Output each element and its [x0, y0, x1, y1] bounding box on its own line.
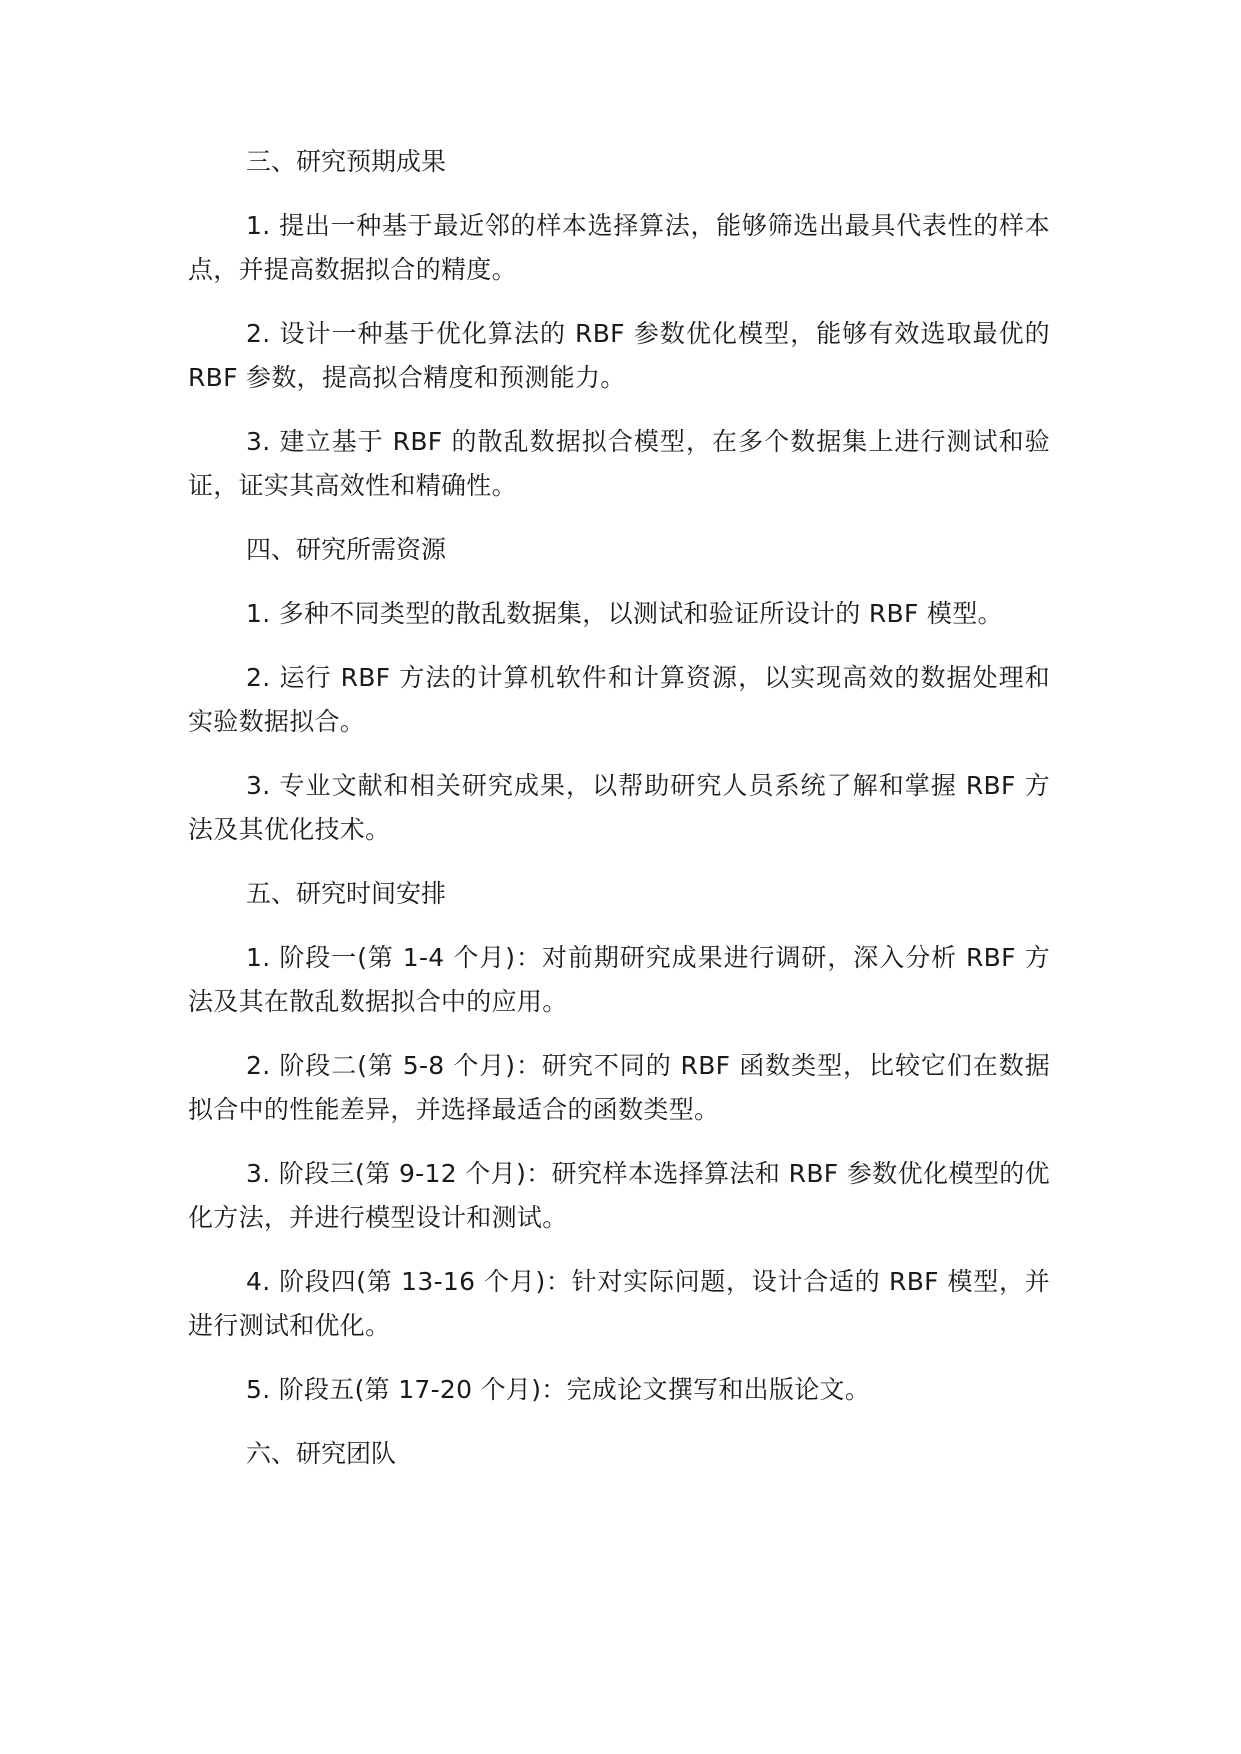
schedule-item-3: 3. 阶段三(第 9-12 个月)：研究样本选择算法和 RBF 参数优化模型的优化方法，并进行模型设计和测试。: [188, 1159, 1050, 1232]
outcome-item-2: 2. 设计一种基于优化算法的 RBF 参数优化模型，能够有效选取最优的 RBF 参数，提高拟合精度和预测能力。: [188, 319, 1050, 392]
section-heading-team: 六、研究团队: [246, 1439, 397, 1468]
document-page: [188, 140, 1050, 1476]
section-heading-resources: 四、研究所需资源: [246, 535, 447, 564]
outcome-item-3: 3. 建立基于 RBF 的散乱数据拟合模型，在多个数据集上进行测试和验证，证实其高效性和精确性。: [188, 427, 1050, 500]
resource-item-2: 2. 运行 RBF 方法的计算机软件和计算资源，以实现高效的数据处理和实验数据拟合。: [188, 663, 1050, 736]
section-heading-outcomes: 三、研究预期成果: [246, 147, 447, 176]
schedule-item-1: 1. 阶段一(第 1-4 个月)：对前期研究成果进行调研，深入分析 RBF 方法及其在散乱数据拟合中的应用。: [188, 943, 1050, 1016]
schedule-item-2: 2. 阶段二(第 5-8 个月)：研究不同的 RBF 函数类型，比较它们在数据拟合中的性能差异，并选择最适合的函数类型。: [188, 1051, 1050, 1124]
resource-item-1: 1. 多种不同类型的散乱数据集，以测试和验证所设计的 RBF 模型。: [246, 599, 1003, 628]
schedule-item-4: 4. 阶段四(第 13-16 个月)：针对实际问题，设计合适的 RBF 模型，并进行测试和优化。: [188, 1267, 1050, 1340]
outcome-item-1: 1. 提出一种基于最近邻的样本选择算法，能够筛选出最具代表性的样本点，并提高数据拟合的精度。: [188, 211, 1050, 284]
schedule-item-5: 5. 阶段五(第 17-20 个月)：完成论文撰写和出版论文。: [246, 1375, 871, 1404]
section-heading-schedule: 五、研究时间安排: [246, 879, 447, 908]
resource-item-3: 3. 专业文献和相关研究成果，以帮助研究人员系统了解和掌握 RBF 方法及其优化技术。: [188, 771, 1050, 844]
